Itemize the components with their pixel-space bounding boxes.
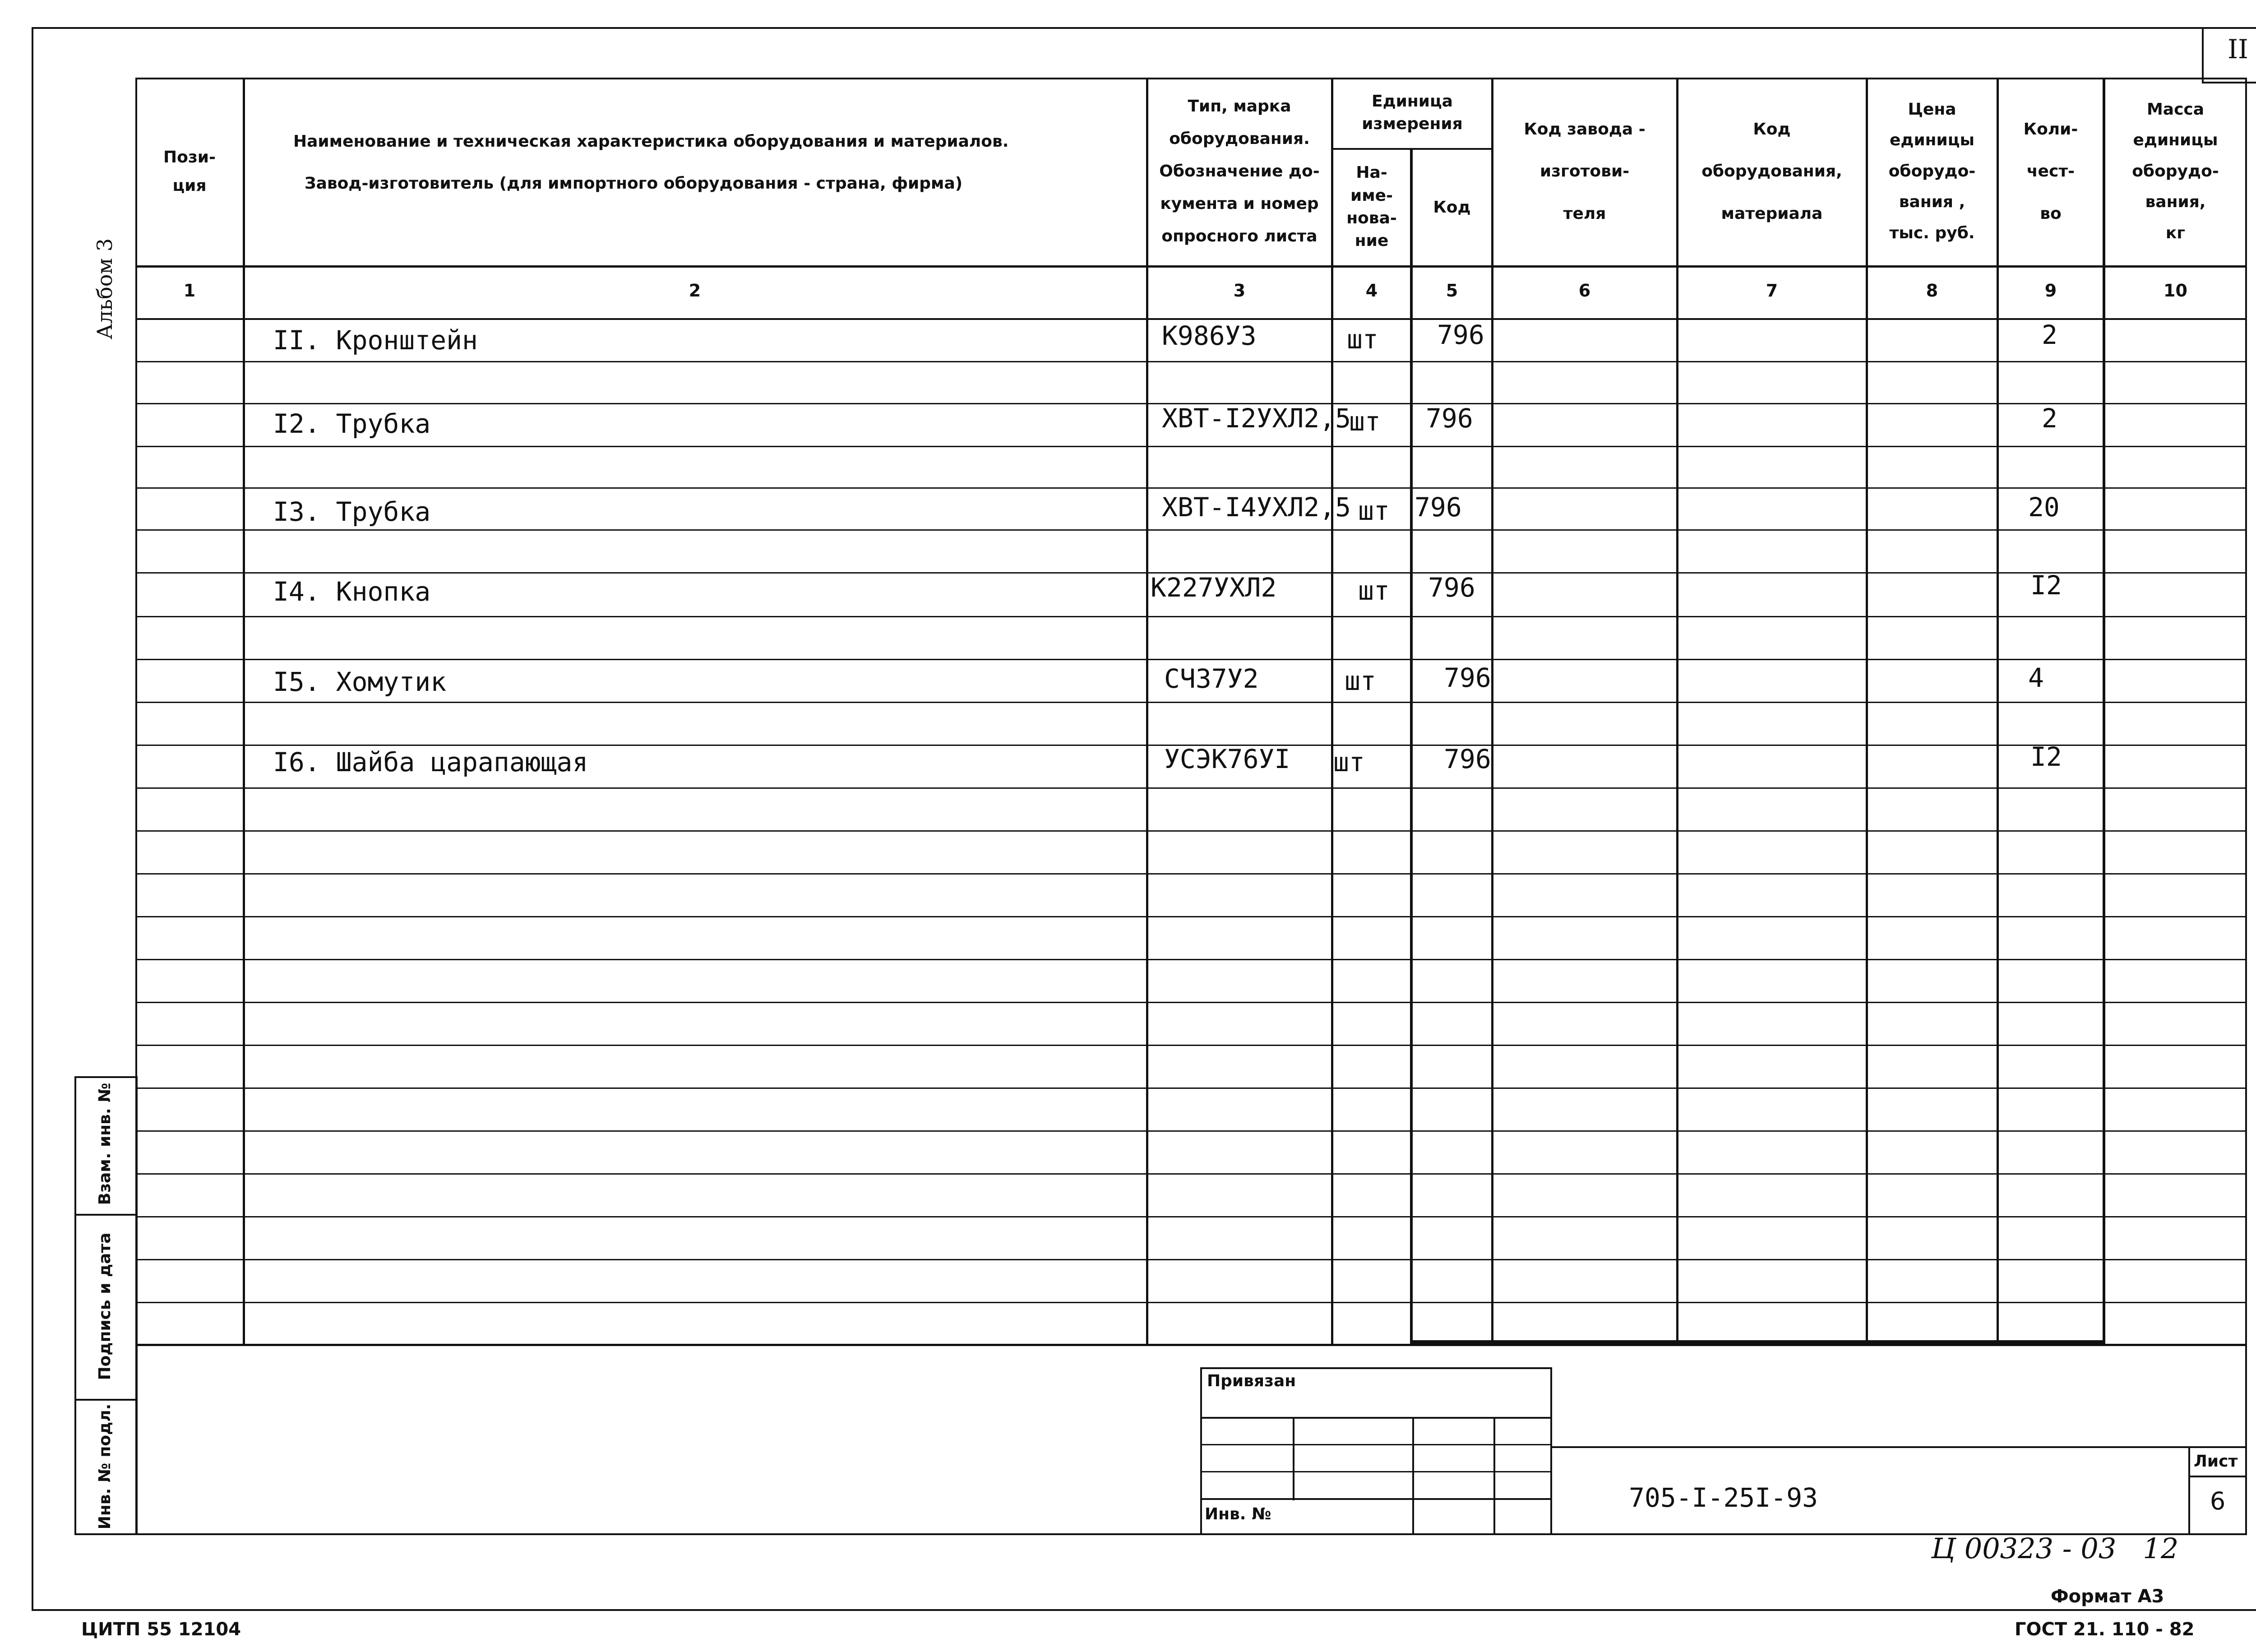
item-name: I3. Трубка [273, 496, 431, 527]
footer-format: Формат А3 [2051, 1586, 2164, 1607]
item-code: 796 [1428, 572, 1475, 603]
item-type: УСЭК76УI [1164, 744, 1290, 774]
album-label: Альбом 3 [92, 238, 117, 340]
item-code: 796 [1426, 403, 1473, 434]
col-number: 10 [2164, 281, 2187, 301]
item-unit: шт [1347, 324, 1378, 355]
footer-gost: ГОСТ 21. 110 - 82 [2015, 1619, 2195, 1640]
item-qty: 4 [2028, 662, 2044, 693]
col-number: 6 [1578, 281, 1591, 301]
item-unit: шт [1358, 575, 1390, 606]
header-unit-code: Код [1433, 198, 1471, 217]
item-code: 796 [1444, 662, 1491, 693]
item-name: I5. Хомутик [273, 666, 447, 697]
col-number: 7 [1766, 281, 1778, 301]
header-type: Тип, марка оборудования. Обозначение до- кумента и номер опросного листа [1159, 97, 1320, 245]
col-number: 4 [1365, 281, 1378, 301]
list-label: Лист [2194, 1452, 2238, 1471]
item-unit: шт [1345, 666, 1376, 696]
header-name [244, 78, 1146, 265]
list-number: 6 [2210, 1487, 2226, 1515]
footer-citp: ЦИТП 55 12104 [81, 1619, 241, 1640]
item-name: II. Кронштейн [273, 325, 478, 356]
vzam-inv-label: Взам. инв. № [96, 1083, 114, 1205]
sheet-corner-label: II [2228, 34, 2248, 65]
header-factory-code: Код завода - изготови- теля [1524, 120, 1646, 223]
podpis-data-label: Подпись и дата [96, 1232, 114, 1380]
handwritten-archive-number: Ц 00323 - 03 12 [1931, 1532, 2179, 1565]
col-number: 9 [2044, 281, 2057, 301]
item-unit: шт [1349, 406, 1381, 437]
header-equipment-code: Код оборудования, материала [1701, 120, 1842, 223]
item-code: 796 [1437, 319, 1484, 350]
item-name: I2. Трубка [273, 408, 431, 439]
item-type: К986У3 [1162, 320, 1257, 351]
item-type: ХВТ-I4УХЛ2,5 [1162, 492, 1351, 523]
item-unit: шт [1333, 747, 1365, 777]
header-price: Цена единицы оборудо- вания , тыс. руб. [1888, 100, 1976, 242]
col-number: 2 [689, 281, 701, 301]
header-name-line1: Наименование и техническая характеристика оборудования и материалов. [293, 132, 1009, 151]
document-code: 705-I-25I-93 [1629, 1482, 1818, 1513]
privyazan-label: Привязан [1207, 1372, 1296, 1390]
header-mass: Масса единицы оборудо- вания, кг [2132, 100, 2219, 242]
item-type: СЧ37У2 [1164, 663, 1259, 694]
col-number: 5 [1446, 281, 1458, 301]
item-name: I4. Кнопка [273, 576, 431, 607]
header-unit-name: На- име- нова- ние [1346, 163, 1397, 250]
item-qty: I2 [2030, 570, 2062, 601]
item-qty: 2 [2042, 403, 2057, 434]
item-qty: 20 [2028, 492, 2060, 523]
header-quantity: Коли- чест- во [2023, 120, 2078, 223]
col-number: 3 [1233, 281, 1246, 301]
item-name: I6. Шайба царапающая [273, 747, 588, 777]
header-unit: Единица измерения [1362, 92, 1463, 133]
item-code: 796 [1415, 492, 1462, 523]
item-qty: 2 [2042, 319, 2057, 350]
inv-no-label: Инв. № [1205, 1505, 1271, 1523]
header-name-line2: Завод-изготовитель (для импортного оборудования - страна, фирма) [305, 174, 963, 193]
col-number: 8 [1926, 281, 1938, 301]
item-type: К227УХЛ2 [1151, 572, 1277, 603]
header-position: Пози- ция [163, 148, 216, 195]
inv-podl-label: Инв. № подл. [96, 1403, 114, 1530]
item-code: 796 [1444, 744, 1491, 774]
col-number: 1 [183, 281, 196, 301]
item-unit: шт [1358, 495, 1390, 526]
item-type: ХВТ-I2УХЛ2,5 [1162, 403, 1351, 434]
item-qty: I2 [2030, 741, 2062, 772]
